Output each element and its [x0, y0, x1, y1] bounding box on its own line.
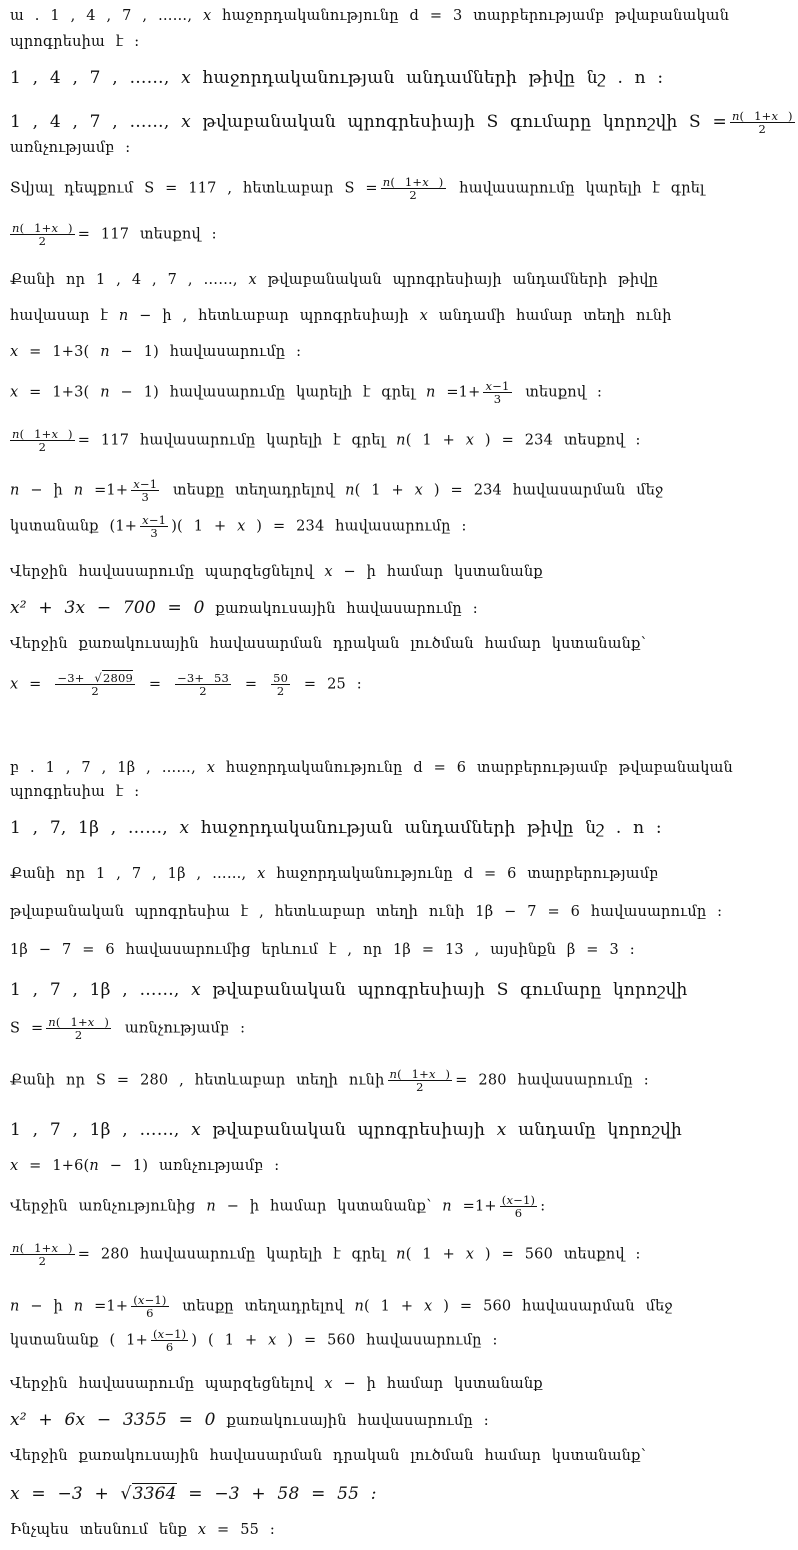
b-line-12: $\frac{\text{𝑛( 1+𝑥 )}}{2}$ = 280 հավասարումը կարելի է գրել 𝑛( 1 + 𝑥 ) = 560 տեսքով : [12, 1241, 641, 1269]
a-line-12: կստանանք (1+ $\frac{\text{𝑥−1}}{3}$ )( 1 + 𝑥 ) = 234 հավասարումը : [10, 513, 467, 541]
b-line-15: Վերջին հավասարումը պարզեցնելով 𝑥 − ի համար կստանանք [10, 1376, 543, 1392]
root-fraction: $\frac{-3+ √2809}{2}$ [57, 671, 134, 699]
n-fraction: $\frac{\text{𝑥−1}}{3}$ [142, 513, 167, 541]
a-line-3b: առնչությամբ : [10, 140, 131, 156]
sum-fraction: $\frac{\text{𝑛( 1+𝑥 )}}{2}$ [731, 109, 793, 137]
n-fraction: $\frac{\text{(𝑥−1)}}{6}$ [501, 1193, 536, 1221]
sum-fraction: $\frac{\text{𝑛( 1+𝑥 )}}{2}$ [48, 1015, 110, 1043]
a-line-10: $\frac{\text{𝑛( 1+𝑥 )}}{2}$ = 117 հավասարումը կարելի է գրել 𝑛( 1 + 𝑥 ) = 234 տեսքով : [12, 427, 641, 455]
n-fraction: $\frac{\text{𝑥−1}}{3}$ [133, 477, 158, 505]
sum-fraction: $\frac{\text{𝑛( 1+𝑥 )}}{2}$ [389, 1067, 451, 1095]
n-fraction: $\frac{\text{(𝑥−1)}}{6}$ [133, 1293, 167, 1321]
b-line-17: Վերջին քառակուսային հավասարման դրական լուծման համար կստանանք՝ [10, 1448, 646, 1464]
a-line-6: Քանի որ 1 , 4 , 7 , ……, 𝑥 թվաբանական պրոգրեսիայի անդամների թիվը [10, 272, 659, 288]
root-fraction-3: $\frac{50}{2}$ [273, 671, 289, 699]
sum-fraction: $\frac{\text{𝑛( 1+𝑥 )}}{2}$ [12, 427, 73, 455]
b-line-14: կստանանք ( 1+ $\frac{\text{(𝑥−1)}}{6}$ ) ( 1 + 𝑥 ) = 560 հավասարումը : [10, 1327, 498, 1355]
a-line-16: 𝑥 = $\frac{-3+ √2809}{2}$ = $\frac{-3+ 53}{2}$ = $\frac{50}{2}$ = 25 : [10, 671, 362, 699]
a-line-8: 𝑥 = 1+3( 𝑛 − 1) հավասարումը : [10, 344, 302, 360]
b-line-3: Քանի որ 1 , 7 , 1β , ……, 𝑥 հաջորդականությունը d = 6 տարբերությամբ [10, 866, 659, 882]
b-line-18: 𝑥 = −3 + √3364 = −3 + 58 = 55 : [10, 1484, 377, 1504]
root-fraction-2: $\frac{-3+ 53}{2}$ [177, 671, 230, 699]
b-line-1b: պրոգրեսիա է : [10, 784, 140, 800]
b-line-13: 𝑛 − ի 𝑛 =1+ $\frac{\text{(𝑥−1)}}{6}$ տեսքը տեղադրելով 𝑛( 1 + 𝑥 ) = 560 հավասարման մեջ [10, 1293, 673, 1321]
a-line-4: Տվյալ դեպքում S = 117 , հետևաբար S = $\frac{\text{𝑛( 1+𝑥 )}}{2}$ հավասարումը կարելի է գրել [10, 175, 705, 203]
b-line-19: Ինչպես տեսնում ենք 𝑥 = 55 : [10, 1522, 275, 1538]
n-fraction: $\frac{\text{(𝑥−1)}}{6}$ [152, 1327, 187, 1355]
a-line-1b: պրոգրեսիա է : [10, 34, 140, 50]
b-line-10: 𝑥 = 1+6(𝑛 − 1) առնչությամբ : [10, 1158, 280, 1174]
a-line-7: հավասար է 𝑛 − ի , հետևաբար պրոգրեսիայի 𝑥 անդամի համար տեղի ունի [10, 308, 672, 324]
b-line-1: բ . 1 , 7 , 1β , ……, 𝑥 հաջորդականությունը d = 6 տարբերությամբ թվաբանական [10, 760, 733, 776]
a-line-9: 𝑥 = 1+3( 𝑛 − 1) հավասարումը կարելի է գրել 𝑛 =1+ $\frac{\text{𝑥−1}}{3}$ տեսքով : [10, 379, 603, 407]
b-line-7: S = $\frac{\text{𝑛( 1+𝑥 )}}{2}$ առնչությամբ : [10, 1015, 246, 1043]
b-line-2: 1 , 7, 1β , ……, 𝑥 հաջորդականության անդամների թիվը նշ . n : [10, 818, 662, 838]
b-line-8: Քանի որ S = 280 , հետևաբար տեղի ունի $\frac{\text{𝑛( 1+𝑥 )}}{2}$ = 280 հավասարումը : [10, 1067, 649, 1095]
sum-fraction: $\frac{\text{𝑛( 1+𝑥 )}}{2}$ [12, 1241, 73, 1269]
b-line-5: 1β − 7 = 6 հավասարումից երևում է , որ 1β = 13 , այսինքն β = 3 : [10, 942, 635, 958]
sum-fraction: $\frac{\text{𝑛( 1+𝑥 )}}{2}$ [12, 221, 73, 249]
a-line-11: 𝑛 − ի 𝑛 =1+ $\frac{\text{𝑥−1}}{3}$ տեսքը տեղադրելով 𝑛( 1 + 𝑥 ) = 234 հավասարման մեջ [10, 477, 664, 505]
b-line-11: Վերջին առնչությունից 𝑛 − ի համար կստանանք՝ 𝑛 =1+ $\frac{\text{(𝑥−1)}}{6}$ : [10, 1193, 546, 1221]
b-line-16: 𝑥² + 6𝑥 − 3355 = 0 քառակուսային հավասարումը : [10, 1410, 489, 1430]
sqrt-radicand: 3364 [132, 1484, 177, 1504]
a-line-14: 𝑥² + 3𝑥 − 700 = 0 քառակուսային հավասարումը : [10, 598, 478, 618]
n-fraction: $\frac{\text{𝑥−1}}{3}$ [485, 379, 510, 407]
a-line-13: Վերջին հավասարումը պարզեցնելով 𝑥 − ի համար կստանանք [10, 564, 543, 580]
b-line-4: թվաբանական պրոգրեսիա է , հետևաբար տեղի ունի 1β − 7 = 6 հավասարումը : [10, 904, 723, 920]
a-line-3: 1 , 4 , 7 , ……, 𝑥 թվաբանական պրոգրեսիայի S գումարը կորոշվի S = $\frac{\text{𝑛( 1+𝑥 )}}{2}$ [10, 109, 793, 137]
b-line-9: 1 , 7 , 1β , ……, 𝑥 թվաբանական պրոգրեսիայի 𝑥 անդամը կորոշվի [10, 1120, 682, 1140]
a-line-1: ա . 1 , 4 , 7 , ……, 𝑥 հաջորդականությունը d = 3 տարբերությամբ թվաբանական [10, 8, 730, 24]
b-line-6: 1 , 7 , 1β , ……, 𝑥 թվաբանական պրոգրեսիայի S գումարը կորոշվի [10, 980, 688, 1000]
sum-fraction: $\frac{\text{𝑛( 1+𝑥 )}}{2}$ [382, 175, 444, 203]
a-line-15: Վերջին քառակուսային հավասարման դրական լուծման համար կստանանք՝ [10, 636, 646, 652]
a-line-5: $\frac{\text{𝑛( 1+𝑥 )}}{2}$ = 117 տեսքով : [12, 221, 217, 249]
a-line-2: 1 , 4 , 7 , ……, 𝑥 հաջորդականության անդամների թիվը նշ . n : [10, 68, 664, 88]
